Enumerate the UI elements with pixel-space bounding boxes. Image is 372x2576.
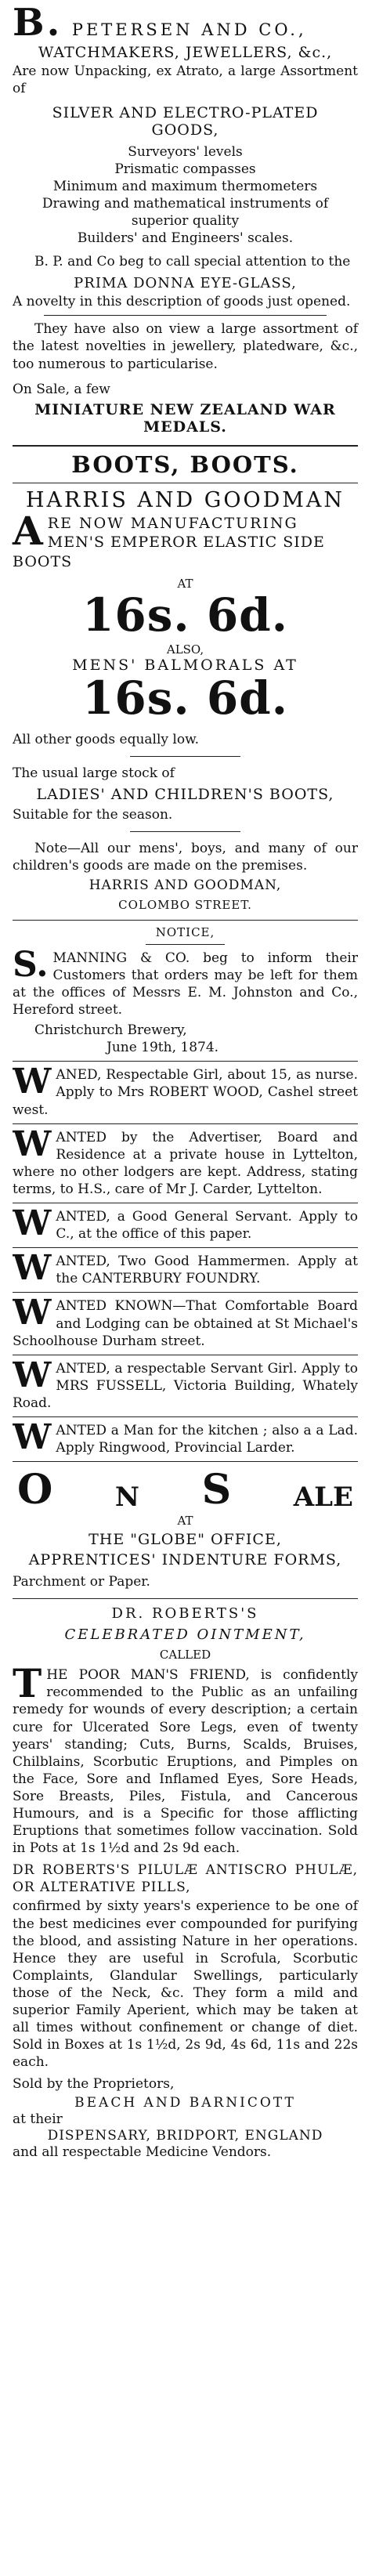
divider <box>13 1598 358 1599</box>
on-sale-letter: O <box>17 1466 53 1514</box>
divider <box>44 315 327 316</box>
divider <box>130 831 240 832</box>
divider <box>13 920 358 921</box>
boots-price-elastic: 16s. 6d. <box>82 588 288 642</box>
notice-initial: S. <box>13 944 49 985</box>
petersen-novelty: A novelty in this description of goods just opened. <box>13 294 351 310</box>
wanted-ad <box>13 1253 358 1287</box>
on-sale-letter: ALE <box>293 1482 353 1514</box>
wanted-ad <box>13 1066 358 1118</box>
petersen-list-item: Surveyors' levels <box>128 143 243 160</box>
wanted-ad <box>13 1422 358 1456</box>
on-sale-letter: S <box>201 1466 232 1514</box>
boots-low-prices: All other goods equally low. <box>13 732 200 748</box>
petersen-attention: B. P. and Co beg to call special attention to the <box>34 254 351 270</box>
notice-body <box>13 944 358 1018</box>
petersen-advertisement <box>13 0 358 436</box>
divider <box>13 1123 358 1124</box>
divider <box>13 1461 358 1462</box>
divider <box>13 1292 358 1293</box>
petersen-assortment: They have also on view a large assortment of the latest novelties in jewellery, platedware, &c., too numerous to particularise. <box>13 321 358 372</box>
boots-stock: The usual large stock of <box>13 765 175 782</box>
roberts-vendors: and all respectable Medicine Vendors. <box>13 2144 272 2160</box>
roberts-ointment-advertisement <box>13 1605 358 2160</box>
boots-firm-name: HARRIS AND GOODMAN <box>25 487 345 512</box>
petersen-list-item: Minimum and maximum thermometers <box>52 178 318 194</box>
roberts-proprietors: BEACH AND BARNICOTT <box>74 2094 296 2111</box>
boots-intro-initial: A <box>13 507 43 554</box>
petersen-heading-initial: B. <box>13 1 63 45</box>
notice-date: June 19th, 1874. <box>107 1040 219 1056</box>
boots-intro-text: RE NOW MANUFACTURING <box>47 514 298 532</box>
boots-item-balmorals: MENS' BALMORALS AT <box>72 656 298 674</box>
petersen-trade: WATCHMAKERS, JEWELLERS, &c., <box>38 44 333 62</box>
wanted-text: ANTED KNOWN—That Comfortable Board and Lodging can be obtained at St Michael's Schoolhouse Durham street. <box>13 1298 358 1349</box>
wanted-text: ANTED, a respectable Servant Girl. Apply to MRS FUSSELL, Victoria Building, Whately Road. <box>13 1360 358 1411</box>
wanted-initial: W <box>13 1066 52 1102</box>
boots-at: AT <box>177 576 193 591</box>
petersen-instrument-list <box>13 143 358 248</box>
on-sale-letter: N <box>114 1482 139 1514</box>
wanted-initial: W <box>13 1128 52 1164</box>
wanted-text: ANTED by the Advertiser, Board and Residence at a private house in Lyttelton, where no other lodgers are kept. Address, stating terms, to H.S., care of Mr J. Carder, Lyttelton. <box>13 1129 358 1197</box>
petersen-eyeglass: PRIMA DONNA EYE-GLASS, <box>74 275 297 292</box>
petersen-medals: MINIATURE NEW ZEALAND WAR MEDALS. <box>34 400 336 436</box>
wanted-ad <box>13 1208 358 1243</box>
boots-item-elastic: MEN'S EMPEROR ELASTIC SIDE BOOTS <box>13 534 325 571</box>
divider <box>13 1061 358 1062</box>
wanted-initial: W <box>13 1359 52 1395</box>
petersen-list-item: Builders' and Engineers' scales. <box>77 230 294 247</box>
wanted-ad <box>13 1297 358 1349</box>
wanted-text: ANED, Respectable Girl, about 15, as nurse. Apply to Mrs ROBERT WOOD, Cashel street west. <box>13 1067 358 1118</box>
roberts-subtitle: CELEBRATED OINTMENT, <box>64 1626 306 1644</box>
wanted-initial: W <box>13 1421 52 1457</box>
petersen-on-sale: On Sale, a few <box>13 381 110 397</box>
boots-ladies-children: LADIES' AND CHILDREN'S BOOTS, <box>36 785 334 803</box>
boots-note: Note—All our mens', boys, and many of our children's goods are made on the premises. <box>13 840 358 874</box>
manning-notice <box>13 925 358 1057</box>
divider <box>13 1416 358 1417</box>
boots-also: ALSO, <box>166 642 204 657</box>
globe-office-name: THE "GLOBE" OFFICE, <box>88 1531 282 1549</box>
boots-intro <box>13 507 358 572</box>
roberts-pills-text: confirmed by sixty years's experience to be one of the best medicines ever compounded for purifying the blood, and assisting Nature in her operations. Hence they are useful in Scrofula, Scorbutic Complaints, Glandular Swellings, particularly those of the Neck, &c. They form a mild and superior Family Aperient, which may be taken at all times without confinement or change of diet. Sold in Boxes at 1s 1½d, 2s 9d, 4s 6d, 11s and 22s each. <box>13 1898 358 2071</box>
globe-office-advertisement <box>13 1467 358 1590</box>
roberts-their: at their <box>13 2111 63 2127</box>
wanted-initial: W <box>13 1253 52 1288</box>
roberts-dispensary: DISPENSARY, BRIDPORT, ENGLAND <box>47 2127 323 2144</box>
wanted-ad <box>13 1360 358 1412</box>
boots-price-balmorals: 16s. 6d. <box>82 671 288 725</box>
notice-title: NOTICE, <box>155 924 215 939</box>
wanted-advertisements <box>13 1066 358 1456</box>
wanted-initial: W <box>13 1297 52 1333</box>
wanted-text: ANTED a Man for the kitchen ; also a a Lad. Apply Ringwood, Provincial Larder. <box>56 1422 358 1456</box>
wanted-text: ANTED, a Good General Servant. Apply to C., at the office of this paper. <box>56 1209 358 1243</box>
divider <box>146 944 225 945</box>
wanted-text: ANTED, Two Good Hammermen. Apply at the CANTERBURY FOUNDRY. <box>56 1254 358 1287</box>
boots-street: COLOMBO STREET. <box>118 897 252 912</box>
notice-text: MANNING & CO. beg to inform their Customers that orders may be left for them at the offices of Messrs E. M. Johnston and Co., Hereford street. <box>13 950 358 1018</box>
wanted-ad <box>13 1129 358 1198</box>
petersen-heading <box>13 1 358 45</box>
roberts-sold-by: Sold by the Proprietors, <box>13 2076 175 2093</box>
roberts-ointment-text <box>13 1660 358 1857</box>
boots-advertisement <box>13 451 358 912</box>
divider <box>13 1247 358 1248</box>
roberts-title: DR. ROBERTS'S <box>111 1605 259 1623</box>
parchment-paper: Parchment or Paper. <box>13 1574 150 1590</box>
notice-place: Christchurch Brewery, <box>34 1022 187 1039</box>
on-sale-heading <box>13 1466 358 1514</box>
boots-signature: HARRIS AND GOODMAN, <box>88 877 282 893</box>
roberts-para1: HE POOR MAN'S FRIEND, is confidently recommended to the Public as an unfailing remedy for wounds of every description; a certain cure for Ulcerated Sore Legs, even of twenty years' standing; Cuts, Burns, Scalds, Bruises, Chilblains, Scorbutic Eruptions, and Pimples on the Face, Sore and Inflamed Eyes, Sore Heads, Sore Breasts, Piles, Fistula, and Cancerous Humours, and is a Specific for those afflicting Eruptions that sometimes follow vaccination. Sold in Pots at 1s 1½d and 2s 9d each. <box>13 1667 358 1857</box>
roberts-pills-heading: DR ROBERTS'S PILULÆ ANTISCRO PHULÆ, OR ALTERATIVE PILLS, <box>13 1862 358 1896</box>
petersen-list-item: Prismatic compasses <box>114 161 256 177</box>
petersen-unpacking: Are now Unpacking, ex Atrato, a large Assortment of <box>13 63 358 97</box>
roberts-called: CALLED <box>159 1648 211 1662</box>
boots-headline: BOOTS, BOOTS. <box>71 450 299 478</box>
petersen-heading-rest: PETERSEN AND CO., <box>71 20 307 39</box>
petersen-list-item: Drawing and mathematical instruments of superior quality <box>42 195 329 229</box>
boots-season: Suitable for the season. <box>13 806 173 823</box>
indenture-forms: APPRENTICES' INDENTURE FORMS, <box>28 1551 342 1569</box>
roberts-initial: T <box>13 1660 42 1707</box>
divider <box>13 445 358 447</box>
divider <box>130 756 240 757</box>
wanted-initial: W <box>13 1208 52 1243</box>
globe-at: AT <box>177 1514 193 1529</box>
petersen-goods: SILVER AND ELECTRO-PLATED GOODS, <box>52 103 319 139</box>
